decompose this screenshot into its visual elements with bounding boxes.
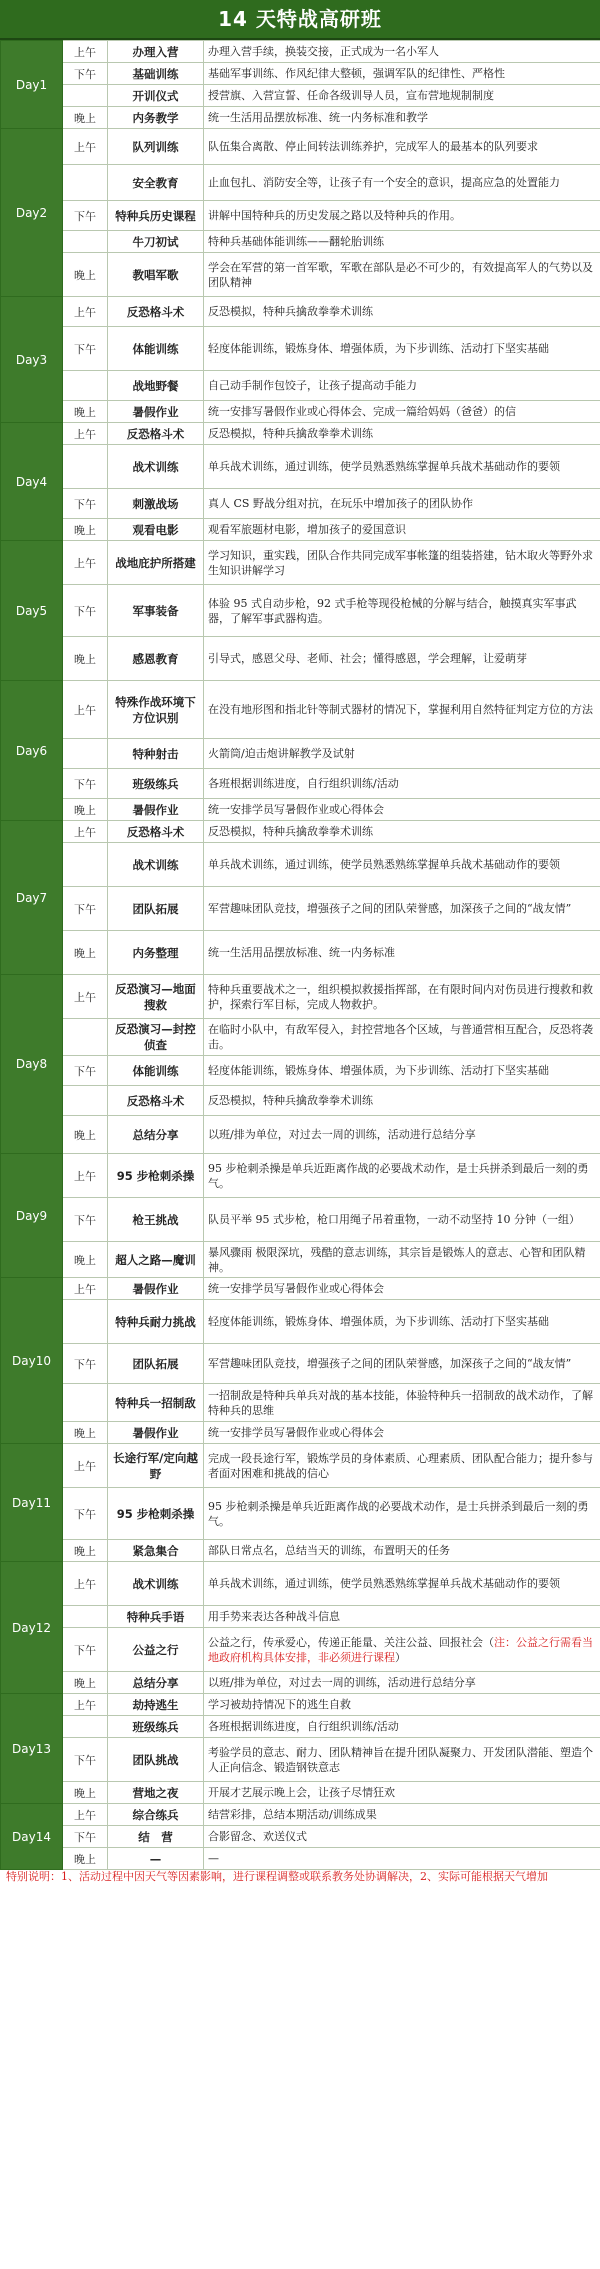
period-cell: 上午 — [63, 975, 108, 1019]
course-description: 讲解中国特种兵的历史发展之路以及特种兵的作用。 — [204, 201, 600, 231]
period-cell: 晚上 — [63, 1422, 108, 1444]
period-cell: 上午 — [63, 541, 108, 585]
course-description: 以班/排为单位，对过去一周的训练，活动进行总结分享 — [204, 1672, 600, 1694]
schedule-row — [1, 129, 600, 165]
course-name: 观看电影 — [108, 519, 204, 541]
course-description: 合影留念、欢送仪式 — [204, 1826, 600, 1848]
course-name: 队列训练 — [108, 129, 204, 165]
period-cell: 下午 — [63, 1738, 108, 1782]
course-description: 考验学员的意志、耐力、团队精神旨在提升团队凝聚力、开发团队潜能、塑造个人正向信念、锻造钢铁意志 — [204, 1738, 600, 1782]
course-name: 暑假作业 — [108, 799, 204, 821]
period-cell: 下午 — [63, 1826, 108, 1848]
schedule-row — [1, 541, 600, 585]
schedule-row — [1, 821, 600, 843]
course-description: 反恐模拟，特种兵擒敌拳拳术训练 — [204, 1086, 600, 1116]
schedule-row — [1, 843, 600, 887]
period-cell: 上午 — [63, 1804, 108, 1826]
schedule-row — [1, 1738, 600, 1782]
course-name: 团队挑战 — [108, 1738, 204, 1782]
period-cell: 晚上 — [63, 1540, 108, 1562]
schedule-row — [1, 681, 600, 739]
course-description: 95 步枪刺杀操是单兵近距离作战的必要战术动作，是士兵拼杀到最后一刻的勇气。 — [204, 1488, 600, 1540]
course-description: 统一安排写暑假作业或心得体会、完成一篇给妈妈（爸爸）的信 — [204, 401, 600, 423]
course-description: 单兵战术训练，通过训练，使学员熟悉熟练掌握单兵战术基础动作的要领 — [204, 843, 600, 887]
period-cell — [63, 1086, 108, 1116]
course-description: 轻度体能训练，锻炼身体、增强体质，为下步训练、活动打下坚实基础 — [204, 327, 600, 371]
course-name: 基础训练 — [108, 63, 204, 85]
course-description: 学习知识，重实践，团队合作共同完成军事帐篷的组装搭建，钻木取火等野外求生知识讲解学习 — [204, 541, 600, 585]
period-cell: 上午 — [63, 423, 108, 445]
course-description: 军营趣味团队竞技，增强孩子之间的团队荣誉感，加深孩子之间的“战友情” — [204, 887, 600, 931]
schedule-row — [1, 931, 600, 975]
course-name: 体能训练 — [108, 327, 204, 371]
course-description: 特种兵重要战术之一，组织模拟救援指挥部，在有限时间内对伤员进行搜救和救护，探索行军目标，完成人物救护。 — [204, 975, 600, 1019]
period-cell: 下午 — [63, 1488, 108, 1540]
course-description: 轻度体能训练，锻炼身体、增强体质，为下步训练、活动打下坚实基础 — [204, 1300, 600, 1344]
period-cell: 上午 — [63, 1154, 108, 1198]
course-name: 开训仪式 — [108, 85, 204, 107]
course-description: 军营趣味团队竞技，增强孩子之间的团队荣誉感，加深孩子之间的“战友情” — [204, 1344, 600, 1384]
schedule-row — [1, 1848, 600, 1870]
course-name: 团队拓展 — [108, 1344, 204, 1384]
course-name: 特种兵耐力挑战 — [108, 1300, 204, 1344]
period-cell — [63, 843, 108, 887]
schedule-row — [1, 63, 600, 85]
footer-note: 特别说明：1、活动过程中因天气等因素影响，进行课程调整或联系教务处协调解决，2、实际可能根据天气增加 — [6, 1870, 548, 1883]
course-description: 结营彩排，总结本期活动/训练成果 — [204, 1804, 600, 1826]
course-name: 综合练兵 — [108, 1804, 204, 1826]
course-name: 反恐演习—封控侦查 — [108, 1019, 204, 1056]
course-name: 特殊作战环境下方位识别 — [108, 681, 204, 739]
period-cell: 晚上 — [63, 519, 108, 541]
course-description: 队员平举 95 式步枪，枪口用绳子吊着重物，一动不动坚持 10 分钟（一组） — [204, 1198, 600, 1242]
period-cell: 下午 — [63, 327, 108, 371]
course-description: 反恐模拟，特种兵擒敌拳拳术训练 — [204, 297, 600, 327]
course-description: 部队日常点名，总结当天的训练，布置明天的任务 — [204, 1540, 600, 1562]
period-cell — [63, 85, 108, 107]
schedule-row — [1, 445, 600, 489]
day-label: Day2 — [1, 129, 63, 297]
day-label: Day4 — [1, 423, 63, 541]
course-description: 统一安排学员写暑假作业或心得体会 — [204, 1422, 600, 1444]
schedule-row — [1, 1804, 600, 1826]
schedule-row — [1, 1422, 600, 1444]
period-cell: 晚上 — [63, 107, 108, 129]
course-description: 在没有地形图和指北针等制式器材的情况下，掌握利用自然特征判定方位的方法 — [204, 681, 600, 739]
schedule-row — [1, 1242, 600, 1278]
day-label: Day14 — [1, 1804, 63, 1870]
course-description: 单兵战术训练，通过训练，使学员熟悉熟练掌握单兵战术基础动作的要领 — [204, 445, 600, 489]
day-label: Day6 — [1, 681, 63, 821]
period-cell: 上午 — [63, 1444, 108, 1488]
day-label: Day12 — [1, 1562, 63, 1694]
course-description: 95 步枪刺杀操是单兵近距离作战的必要战术动作，是士兵拼杀到最后一刻的勇气。 — [204, 1154, 600, 1198]
period-cell: 下午 — [63, 1628, 108, 1672]
period-cell: 下午 — [63, 63, 108, 85]
course-name: 枪王挑战 — [108, 1198, 204, 1242]
course-description: 引导式，感恩父母、老师、社会；懂得感恩，学会理解，让爱萌芽 — [204, 637, 600, 681]
schedule-row — [1, 1694, 600, 1716]
schedule-row — [1, 85, 600, 107]
course-name: 反恐格斗术 — [108, 1086, 204, 1116]
day-label: Day3 — [1, 297, 63, 423]
schedule-row — [1, 1056, 600, 1086]
period-cell — [63, 739, 108, 769]
course-name: 紧急集合 — [108, 1540, 204, 1562]
course-description: 统一生活用品摆放标准、统一内务标准 — [204, 931, 600, 975]
period-cell: 上午 — [63, 821, 108, 843]
period-cell — [63, 1606, 108, 1628]
course-name: 战术训练 — [108, 1562, 204, 1606]
period-cell: 下午 — [63, 887, 108, 931]
course-description: 真人 CS 野战分组对抗，在玩乐中增加孩子的团队协作 — [204, 489, 600, 519]
course-name: 反恐格斗术 — [108, 423, 204, 445]
course-description: 止血包扎、消防安全等，让孩子有一个安全的意识，提高应急的处置能力 — [204, 165, 600, 201]
schedule-row — [1, 297, 600, 327]
course-description: 轻度体能训练，锻炼身体、增强体质，为下步训练、活动打下坚实基础 — [204, 1056, 600, 1086]
course-name: 总结分享 — [108, 1116, 204, 1154]
period-cell: 晚上 — [63, 931, 108, 975]
course-description: 暴风骤雨 极限深坑，残酷的意志训练，其宗旨是锻炼人的意志、心智和团队精神。 — [204, 1242, 600, 1278]
course-name: 战地庇护所搭建 — [108, 541, 204, 585]
course-name: 暑假作业 — [108, 1422, 204, 1444]
course-name: 反恐格斗术 — [108, 297, 204, 327]
day-label: Day5 — [1, 541, 63, 681]
schedule-row — [1, 1540, 600, 1562]
schedule-row — [1, 107, 600, 129]
course-description: 授营旗、入营宣誓、任命各级训导人员，宣布营地规制制度 — [204, 85, 600, 107]
course-name: 刺激战场 — [108, 489, 204, 519]
course-description: 单兵战术训练，通过训练，使学员熟悉熟练掌握单兵战术基础动作的要领 — [204, 1562, 600, 1606]
period-cell: 晚上 — [63, 799, 108, 821]
day-label: Day10 — [1, 1278, 63, 1444]
day-label: Day13 — [1, 1694, 63, 1804]
schedule-row — [1, 1116, 600, 1154]
period-cell: 晚上 — [63, 1242, 108, 1278]
course-name: 安全教育 — [108, 165, 204, 201]
schedule-row — [1, 1628, 600, 1672]
day-label: Day9 — [1, 1154, 63, 1278]
period-cell: 下午 — [63, 489, 108, 519]
period-cell: 晚上 — [63, 1116, 108, 1154]
schedule-row — [1, 1198, 600, 1242]
period-cell: 下午 — [63, 585, 108, 637]
period-cell: 下午 — [63, 201, 108, 231]
course-description: 以班/排为单位，对过去一周的训练，活动进行总结分享 — [204, 1116, 600, 1154]
period-cell: 晚上 — [63, 637, 108, 681]
course-name: 感恩教育 — [108, 637, 204, 681]
schedule-row — [1, 423, 600, 445]
course-name: 内务教学 — [108, 107, 204, 129]
schedule-row — [1, 975, 600, 1019]
schedule-row — [1, 489, 600, 519]
course-name: 暑假作业 — [108, 1278, 204, 1300]
schedule-row — [1, 1444, 600, 1488]
course-description: 反恐模拟，特种兵擒敌拳拳术训练 — [204, 423, 600, 445]
course-name: 劫持逃生 — [108, 1694, 204, 1716]
period-cell — [63, 1300, 108, 1344]
schedule-row — [1, 327, 600, 371]
course-name: 内务整理 — [108, 931, 204, 975]
schedule-row — [1, 1300, 600, 1344]
course-description: 基础军事训练、作风纪律大整顿，强调军队的纪律性、严格性 — [204, 63, 600, 85]
schedule-row — [1, 371, 600, 401]
schedule-row — [1, 1562, 600, 1606]
schedule-row — [1, 1606, 600, 1628]
course-name: 教唱军歌 — [108, 253, 204, 297]
schedule-table — [0, 40, 600, 1870]
course-description: 办理入营手续，换装交接，正式成为一名小军人 — [204, 41, 600, 63]
course-description: 各班根据训练进度，自行组织训练/活动 — [204, 1716, 600, 1738]
course-name: — — [108, 1848, 204, 1870]
course-description: 特种兵基础体能训练——翻轮胎训练 — [204, 231, 600, 253]
course-description: 统一安排学员写暑假作业或心得体会 — [204, 1278, 600, 1300]
course-name: 反恐格斗术 — [108, 821, 204, 843]
period-cell: 下午 — [63, 769, 108, 799]
period-cell — [63, 1384, 108, 1422]
period-cell — [63, 165, 108, 201]
course-name: 军事装备 — [108, 585, 204, 637]
period-cell: 下午 — [63, 1198, 108, 1242]
course-description: 自己动手制作包饺子，让孩子提高动手能力 — [204, 371, 600, 401]
course-name: 班级练兵 — [108, 769, 204, 799]
schedule-row — [1, 1672, 600, 1694]
period-cell: 上午 — [63, 681, 108, 739]
course-name: 特种兵历史课程 — [108, 201, 204, 231]
schedule-row — [1, 201, 600, 231]
course-name: 结 营 — [108, 1826, 204, 1848]
schedule-row — [1, 769, 600, 799]
course-name: 班级练兵 — [108, 1716, 204, 1738]
course-name: 长途行军/定向越野 — [108, 1444, 204, 1488]
period-cell: 上午 — [63, 1278, 108, 1300]
period-cell: 下午 — [63, 1344, 108, 1384]
period-cell: 下午 — [63, 1056, 108, 1086]
day-label: Day8 — [1, 975, 63, 1154]
course-description: 一招制敌是特种兵单兵对战的基本技能，体验特种兵一招制敌的战术动作，了解特种兵的思维 — [204, 1384, 600, 1422]
day-label: Day7 — [1, 821, 63, 975]
schedule-row — [1, 739, 600, 769]
course-description: — — [204, 1848, 600, 1870]
course-description: 反恐模拟，特种兵擒敌拳拳术训练 — [204, 821, 600, 843]
note-text: 注：公益之行需看当地政府机构具体安排，非必须进行课程 — [208, 1635, 593, 1664]
course-name: 战术训练 — [108, 843, 204, 887]
course-name: 战术训练 — [108, 445, 204, 489]
period-cell: 上午 — [63, 1562, 108, 1606]
period-cell — [63, 231, 108, 253]
day-label: Day1 — [1, 41, 63, 129]
course-name: 总结分享 — [108, 1672, 204, 1694]
page-title: 14 天特战高研班 — [0, 0, 600, 40]
period-cell — [63, 1716, 108, 1738]
course-description: 学习被劫持情况下的逃生自救 — [204, 1694, 600, 1716]
course-description: 各班根据训练进度，自行组织训练/活动 — [204, 769, 600, 799]
period-cell — [63, 371, 108, 401]
schedule-row — [1, 165, 600, 201]
course-description: 开展才艺展示晚上会，让孩子尽情狂欢 — [204, 1782, 600, 1804]
course-description: 学会在军营的第一首军歌，军歌在部队是必不可少的，有效提高军人的气势以及团队精神 — [204, 253, 600, 297]
course-name: 团队拓展 — [108, 887, 204, 931]
period-cell — [63, 445, 108, 489]
course-name: 体能训练 — [108, 1056, 204, 1086]
course-description: 队伍集合离散、停止间转法训练养护，完成军人的最基本的队列要求 — [204, 129, 600, 165]
schedule-row — [1, 401, 600, 423]
schedule-row — [1, 1086, 600, 1116]
period-cell: 上午 — [63, 41, 108, 63]
period-cell: 上午 — [63, 129, 108, 165]
period-cell — [63, 1019, 108, 1056]
course-description: 在临时小队中，有敌军侵入，封控营地各个区域，与普通营相互配合，反恐将袭击。 — [204, 1019, 600, 1056]
schedule-row — [1, 1344, 600, 1384]
course-name: 营地之夜 — [108, 1782, 204, 1804]
schedule-row — [1, 799, 600, 821]
schedule-row — [1, 1488, 600, 1540]
course-description — [204, 1628, 600, 1672]
schedule-row — [1, 1716, 600, 1738]
course-name: 95 步枪刺杀操 — [108, 1154, 204, 1198]
course-name: 暑假作业 — [108, 401, 204, 423]
description-text: 公益之行，传承爱心，传递正能量、关注公益、回报社会（ — [208, 1635, 494, 1649]
schedule-row — [1, 1782, 600, 1804]
period-cell: 晚上 — [63, 1672, 108, 1694]
course-name: 特种兵一招制敌 — [108, 1384, 204, 1422]
course-description: 统一安排学员写暑假作业或心得体会 — [204, 799, 600, 821]
schedule-row — [1, 1384, 600, 1422]
schedule-row — [1, 41, 600, 63]
period-cell: 上午 — [63, 1694, 108, 1716]
course-name: 牛刀初试 — [108, 231, 204, 253]
schedule-row — [1, 887, 600, 931]
period-cell: 晚上 — [63, 253, 108, 297]
period-cell: 晚上 — [63, 1782, 108, 1804]
course-description: 用手势来表达各种战斗信息 — [204, 1606, 600, 1628]
schedule-row — [1, 1826, 600, 1848]
schedule-row — [1, 637, 600, 681]
course-description: 体验 95 式自动步枪，92 式手枪等现役枪械的分解与结合，触摸真实军事武器，了解军事武器构造。 — [204, 585, 600, 637]
course-description: 观看军旅题材电影，增加孩子的爱国意识 — [204, 519, 600, 541]
description-text: ） — [395, 1650, 406, 1664]
period-cell: 晚上 — [63, 1848, 108, 1870]
schedule-row — [1, 231, 600, 253]
course-description: 统一生活用品摆放标准、统一内务标准和教学 — [204, 107, 600, 129]
schedule-row — [1, 1019, 600, 1056]
period-cell: 上午 — [63, 297, 108, 327]
course-description: 完成一段長途行军，锻炼学员的身体素质、心理素质、团队配合能力；提升参与者面对困难和挑战的信心 — [204, 1444, 600, 1488]
course-description: 火箭筒/迫击炮讲解教学及试射 — [204, 739, 600, 769]
day-label: Day11 — [1, 1444, 63, 1562]
course-name: 战地野餐 — [108, 371, 204, 401]
schedule-row — [1, 1154, 600, 1198]
course-name: 特种兵手语 — [108, 1606, 204, 1628]
course-name: 超人之路—魔训 — [108, 1242, 204, 1278]
course-name: 特种射击 — [108, 739, 204, 769]
period-cell: 晚上 — [63, 401, 108, 423]
schedule-row — [1, 253, 600, 297]
course-name: 95 步枪刺杀操 — [108, 1488, 204, 1540]
course-name: 办理入营 — [108, 41, 204, 63]
schedule-row — [1, 519, 600, 541]
schedule-row — [1, 1278, 600, 1300]
schedule-row — [1, 585, 600, 637]
course-name: 反恐演习—地面搜救 — [108, 975, 204, 1019]
course-name: 公益之行 — [108, 1628, 204, 1672]
